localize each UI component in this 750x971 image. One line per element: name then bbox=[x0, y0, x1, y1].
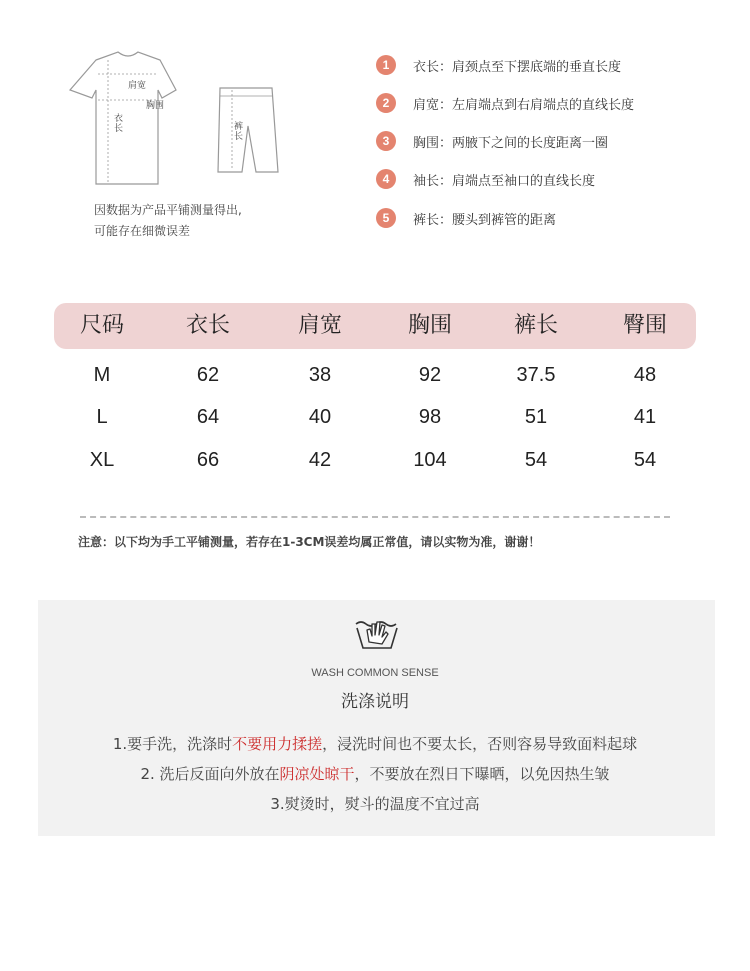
number-badge: 1 bbox=[376, 55, 396, 75]
table-cell: 98 bbox=[418, 406, 442, 428]
shorts-icon bbox=[212, 82, 292, 202]
header-size: 尺码 bbox=[79, 313, 124, 338]
instruction-highlight: 阴凉处晾干 bbox=[279, 765, 355, 783]
table-cell: 41 bbox=[633, 406, 657, 428]
definition-item bbox=[376, 130, 608, 152]
shoulder-label: 肩宽 bbox=[128, 81, 147, 91]
table-cell: L bbox=[96, 406, 108, 428]
header-pants-length: 裤长 bbox=[513, 313, 558, 338]
wash-title-cn: 洗涤说明 bbox=[341, 692, 409, 712]
measurement-note bbox=[94, 200, 242, 242]
instruction-text: 2. 洗后反面向外放在 bbox=[140, 765, 280, 783]
definition-text: 胸围：两腋下之间的长度距离一圈 bbox=[413, 135, 609, 151]
table-cell: 54 bbox=[524, 449, 548, 471]
pants-length-label: 裤长 bbox=[234, 122, 244, 142]
table-cell: 104 bbox=[413, 449, 447, 471]
instruction-highlight: 不要用力揉搓 bbox=[232, 735, 323, 753]
number-badge: 3 bbox=[376, 131, 396, 151]
shirt-pants-icon bbox=[62, 48, 222, 188]
header-shoulder: 肩宽 bbox=[297, 313, 342, 338]
definition-text: 衣长：肩颈点至下摆底端的垂直长度 bbox=[413, 59, 622, 75]
table-cell: M bbox=[93, 364, 111, 386]
table-cell: 54 bbox=[633, 449, 657, 471]
number-badge: 2 bbox=[376, 93, 396, 113]
measurement-notice: 注意：以下均为手工平铺测量，若存在1-3CM误差均属正常值，请以实物为准，谢谢！ bbox=[78, 535, 541, 549]
garment-diagram bbox=[62, 48, 244, 188]
wash-instruction-3: 3.熨烫时，熨斗的温度不宜过高 bbox=[270, 795, 480, 813]
table-cell: XL bbox=[89, 449, 115, 471]
number-badge: 4 bbox=[376, 169, 396, 189]
table-cell: 37.5 bbox=[516, 364, 556, 386]
instruction-text: ，不要放在烈日下曝晒，以免因热生皱 bbox=[354, 765, 610, 783]
definition-item bbox=[376, 54, 621, 76]
length-label: 衣长 bbox=[114, 114, 124, 134]
measurement-note-line: 可能存在细微误差 bbox=[94, 224, 191, 238]
measurement-note-line: 因数据为产品平铺测量得出, bbox=[94, 203, 242, 217]
table-cell: 66 bbox=[196, 449, 220, 471]
definition-item bbox=[376, 92, 634, 114]
number-badge: 5 bbox=[376, 208, 396, 228]
definition-text: 袖长：肩端点至袖口的直线长度 bbox=[413, 173, 596, 189]
definition-text: 裤长：腰头到裤管的距离 bbox=[413, 212, 557, 228]
table-cell: 48 bbox=[633, 364, 657, 386]
chest-label: 胸围 bbox=[146, 101, 165, 111]
wash-title-en: WASH COMMON SENSE bbox=[311, 667, 439, 679]
instruction-text: ，浸洗时间也不要太长，否则容易导致面料起球 bbox=[322, 735, 638, 753]
definition-item bbox=[376, 207, 556, 229]
table-cell: 62 bbox=[196, 364, 220, 386]
header-length: 衣长 bbox=[185, 313, 230, 338]
table-cell: 42 bbox=[308, 449, 332, 471]
wash-instruction-1 bbox=[0, 733, 750, 754]
table-cell: 51 bbox=[524, 406, 548, 428]
header-hip: 臀围 bbox=[622, 313, 667, 338]
dashed-divider bbox=[80, 516, 670, 518]
hand-wash-icon bbox=[353, 612, 401, 654]
table-cell: 64 bbox=[196, 406, 220, 428]
header-chest: 胸围 bbox=[407, 313, 452, 338]
definition-text: 肩宽：左肩端点到右肩端点的直线长度 bbox=[413, 97, 635, 113]
definition-item bbox=[376, 168, 595, 190]
wash-instruction-2 bbox=[0, 763, 750, 784]
instruction-text: 1.要手洗，洗涤时 bbox=[112, 735, 233, 753]
table-cell: 40 bbox=[308, 406, 332, 428]
table-cell: 92 bbox=[418, 364, 442, 386]
table-cell: 38 bbox=[308, 364, 332, 386]
